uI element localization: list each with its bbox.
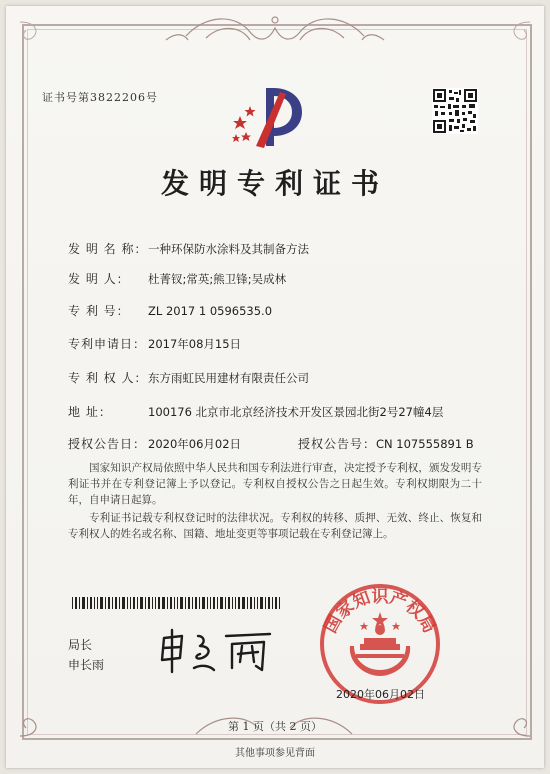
address-label: 地 址： [68,405,112,419]
invention-name-value: 一种环保防水涂料及其制备方法 [148,242,309,256]
patentee-value: 东方雨虹民用建材有限责任公司 [148,371,309,385]
qr-code [432,88,478,134]
grant-statement: 国家知识产权局依照中华人民共和国专利法进行审查，决定授予专利权，颁发发明专利证书并在专利登记簿上予以登记。专利权自授权公告之日起生效。专利权期限为二十年，自申请日起算。 [68,462,482,506]
invention-name-row [68,240,309,257]
invention-name-label: 发 明 名 称： [68,242,148,256]
patent-office-logo [228,82,318,154]
inventors-label: 发 明 人： [68,272,130,286]
grant-date-label: 授权公告日： [68,437,147,451]
signature-title: 局长 [68,638,93,652]
publication-number-label: 授权公告号： [298,437,377,451]
page-indicator: 第 1 页（共 2 页） [228,720,322,733]
application-date-value: 2017年08月15日 [148,337,242,351]
document-title: 发明专利证书 [160,167,389,200]
grant-date-row [68,435,474,452]
patent-number-row [68,302,272,319]
seal-text: 国家知识产权局 [320,587,440,637]
barcode [72,597,282,609]
inventors-value: 杜菁钗;常英;熊卫锋;吴成林 [148,272,287,286]
certificate-number: 证书号第3822206号 [42,91,158,104]
patentee-label: 专 利 权 人： [68,371,148,385]
handwritten-signature [158,628,278,674]
application-date-label: 专利申请日： [68,337,147,351]
seal-date: 2020年06月02日 [336,688,425,701]
footnote: 其他事项参见背面 [235,748,315,759]
inventors-row [68,270,286,287]
grant-date-value: 2020年06月02日 [148,437,242,451]
patentee-row [68,369,309,386]
address-row [68,403,443,420]
address-value: 100176 北京市北京经济技术开发区景园北街2号27幢4层 [148,405,444,419]
application-date-row [68,335,241,352]
publication-number-value: CN 107555891 B [376,437,474,451]
legal-status-note: 专利证书记载专利权登记时的法律状况。专利权的转移、质押、无效、终止、恢复和专利权人的姓名或名称、国籍、地址变更等事项记载在专利登记簿上。 [68,512,482,540]
signatory-name: 申长雨 [68,658,105,672]
patent-number-value: ZL 2017 1 0596535.0 [148,304,273,318]
patent-number-label: 专 利 号： [68,304,130,318]
